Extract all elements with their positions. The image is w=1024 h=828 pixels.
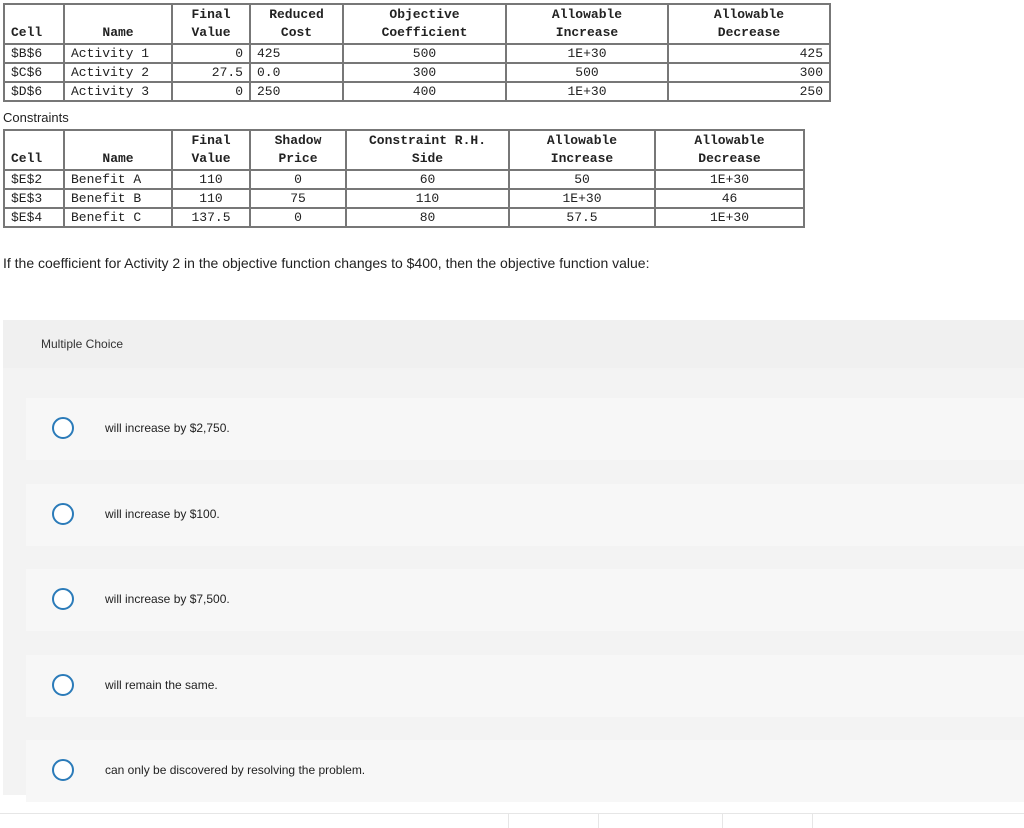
header-final-value: Final Value — [172, 130, 250, 170]
cell-name: Activity 3 — [64, 82, 172, 101]
cell-objective-coefficient: 300 — [343, 63, 506, 82]
header-objective-coefficient: Objective Coefficient — [343, 4, 506, 44]
radio-button[interactable] — [52, 674, 74, 696]
cell-name: Activity 1 — [64, 44, 172, 63]
header-allowable-increase: Allowable Increase — [506, 4, 668, 44]
answer-option-label: will remain the same. — [105, 678, 218, 692]
header-allowable-decrease: Allowable Decrease — [668, 4, 830, 44]
cell-allowable-increase: 1E+30 — [506, 82, 668, 101]
cell-name: Benefit A — [64, 170, 172, 189]
answer-option-label: will increase by $2,750. — [105, 421, 230, 435]
answer-option-label: can only be discovered by resolving the problem. — [105, 763, 366, 777]
cell-allowable-increase: 1E+30 — [509, 189, 655, 208]
cell-reduced-cost: 250 — [250, 82, 343, 101]
radio-button[interactable] — [52, 417, 74, 439]
cell-constraint-rhs: 110 — [346, 189, 509, 208]
cell-shadow-price: 0 — [250, 170, 346, 189]
cell-shadow-price: 0 — [250, 208, 346, 227]
cell-final-value: 110 — [172, 170, 250, 189]
footer-divider — [598, 813, 599, 828]
header-shadow-price: Shadow Price — [250, 130, 346, 170]
constraints-table — [3, 129, 805, 228]
cell-ref: $C$6 — [4, 63, 64, 82]
multiple-choice-header — [3, 320, 1024, 368]
header-cell: Cell — [4, 130, 64, 170]
radio-button[interactable] — [52, 759, 74, 781]
cell-allowable-decrease: 300 — [668, 63, 830, 82]
answer-option[interactable] — [26, 398, 1024, 460]
cell-reduced-cost: 425 — [250, 44, 343, 63]
question-text: If the coefficient for Activity 2 in the objective function changes to $400, then the objective function value: — [3, 255, 650, 271]
cell-allowable-increase: 57.5 — [509, 208, 655, 227]
footer-divider — [812, 813, 813, 828]
table-row — [4, 208, 804, 227]
multiple-choice-panel — [3, 320, 1024, 795]
cell-final-value: 110 — [172, 189, 250, 208]
table-row — [4, 170, 804, 189]
footer-divider — [0, 813, 1024, 814]
answer-option[interactable] — [26, 655, 1024, 717]
cell-objective-coefficient: 400 — [343, 82, 506, 101]
header-cell: Cell — [4, 4, 64, 44]
header-allowable-increase: Allowable Increase — [509, 130, 655, 170]
cell-name: Benefit B — [64, 189, 172, 208]
cell-allowable-decrease: 46 — [655, 189, 804, 208]
header-constraint-rhs: Constraint R.H. Side — [346, 130, 509, 170]
cell-objective-coefficient: 500 — [343, 44, 506, 63]
header-final-value: Final Value — [172, 4, 250, 44]
footer-divider — [508, 813, 509, 828]
cell-allowable-increase: 500 — [506, 63, 668, 82]
answer-option-label: will increase by $7,500. — [105, 592, 230, 606]
cell-shadow-price: 75 — [250, 189, 346, 208]
answer-option[interactable] — [26, 740, 1024, 802]
cell-allowable-decrease: 1E+30 — [655, 170, 804, 189]
cell-ref: $D$6 — [4, 82, 64, 101]
multiple-choice-label: Multiple Choice — [41, 337, 124, 351]
cell-final-value: 27.5 — [172, 63, 250, 82]
cell-name: Benefit C — [64, 208, 172, 227]
radio-button[interactable] — [52, 588, 74, 610]
cell-ref: $B$6 — [4, 44, 64, 63]
table-row — [4, 82, 830, 101]
cell-ref: $E$3 — [4, 189, 64, 208]
table-header-row — [4, 130, 804, 170]
table-row — [4, 63, 830, 82]
answer-option[interactable] — [26, 484, 1024, 546]
constraints-label: Constraints — [3, 110, 69, 125]
cell-allowable-decrease: 250 — [668, 82, 830, 101]
cell-constraint-rhs: 80 — [346, 208, 509, 227]
cell-allowable-increase: 50 — [509, 170, 655, 189]
header-reduced-cost: Reduced Cost — [250, 4, 343, 44]
header-allowable-decrease: Allowable Decrease — [655, 130, 804, 170]
table-header-row — [4, 4, 830, 44]
header-name: Name — [64, 130, 172, 170]
footer-divider — [722, 813, 723, 828]
cell-allowable-decrease: 425 — [668, 44, 830, 63]
answer-option-label: will increase by $100. — [105, 507, 220, 521]
cell-constraint-rhs: 60 — [346, 170, 509, 189]
cell-final-value: 0 — [172, 44, 250, 63]
cell-allowable-increase: 1E+30 — [506, 44, 668, 63]
cell-ref: $E$2 — [4, 170, 64, 189]
cell-ref: $E$4 — [4, 208, 64, 227]
cell-name: Activity 2 — [64, 63, 172, 82]
table-row — [4, 44, 830, 63]
cell-reduced-cost: 0.0 — [250, 63, 343, 82]
variable-cells-table — [3, 3, 831, 102]
answer-option[interactable] — [26, 569, 1024, 631]
table-row — [4, 189, 804, 208]
cell-final-value: 137.5 — [172, 208, 250, 227]
radio-button[interactable] — [52, 503, 74, 525]
header-name: Name — [64, 4, 172, 44]
cell-allowable-decrease: 1E+30 — [655, 208, 804, 227]
cell-final-value: 0 — [172, 82, 250, 101]
